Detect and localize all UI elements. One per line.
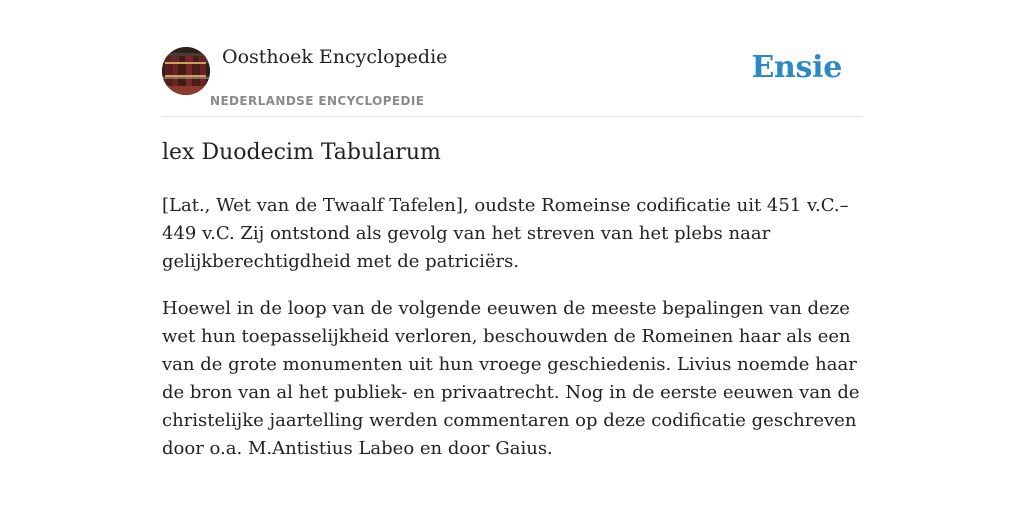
article-paragraph: Hoewel in de loop van de volgende eeuwen de meeste bepalingen van deze wet hun toepasselijkheid verloren, beschouwden de Romeinen haar als een van de grote monumenten uit hun vroege geschiedenis. Livius noemde haar de bron van al het publiek- en privaatrecht. Nog in de eerste eeuwen van de christelijke jaartelling werden commentaren op deze codificatie geschreven door o.a. M.Antistius Labeo en door Gaius. <box>162 298 860 459</box>
avatar[interactable] <box>162 47 210 95</box>
brand-logo[interactable]: Ensie <box>751 50 842 85</box>
article-card <box>162 0 862 512</box>
site-header <box>162 0 862 117</box>
book-spines-icon <box>162 47 210 95</box>
article-paragraph: [Lat., Wet van de Twaalf Tafelen], oudste Romeinse codificatie uit 451 v.C.–449 v.C. Zij ontstond als gevolg van het streven van het plebs naar gelijkberechtigdheid met de patriciërs. <box>162 195 849 272</box>
site-subtitle: NEDERLANDSE ENCYCLOPEDIE <box>210 94 425 108</box>
site-name[interactable]: Oosthoek Encyclopedie <box>222 46 448 68</box>
article-title: lex Duodecim Tabularum <box>162 140 441 165</box>
